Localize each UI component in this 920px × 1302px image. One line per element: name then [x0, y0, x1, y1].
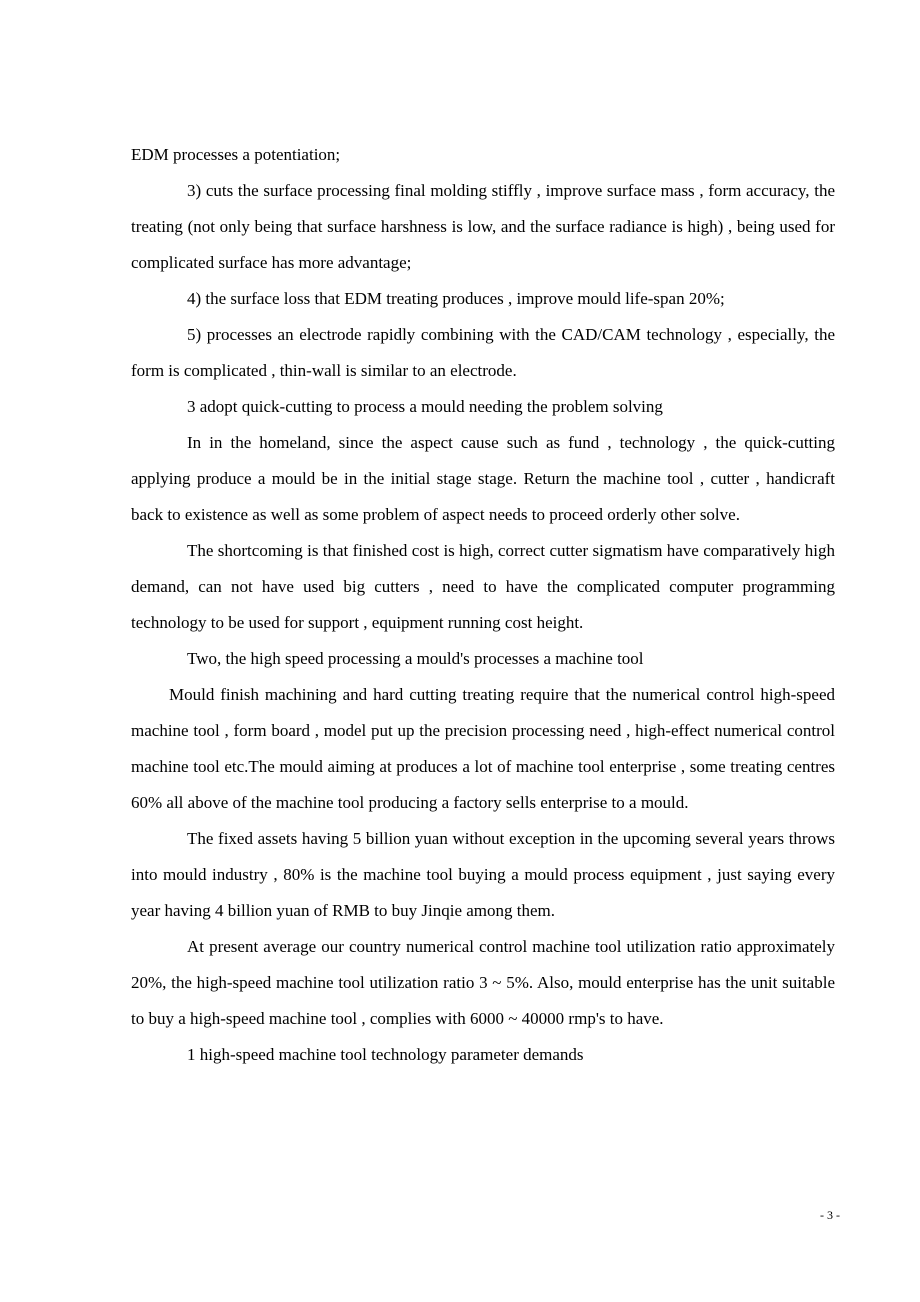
- paragraph: Mould finish machining and hard cutting treating require that the numerical control high-speed machine tool , form board , model put up the precision processing need , high-effect numerical control machine tool etc.The mould aiming at produces a lot of machine tool enterprise , some treating centres 60% all above of the machine tool producing a factory sells enterprise to a mould.: [131, 685, 835, 812]
- paragraph: In in the homeland, since the aspect cause such as fund , technology , the quick-cutting applying produce a mould be in the initial stage stage. Return the machine tool , cutter , handicraft back to existence as well as some problem of aspect needs to proceed orderly other solve.: [131, 433, 835, 524]
- section-heading: 3 adopt quick-cutting to process a mould needing the problem solving: [187, 397, 663, 416]
- paragraph: 3) cuts the surface processing final molding stiffly , improve surface mass , form accuracy, the treating (not only being that surface harshness is low, and the surface radiance is high) , being used for complicated surface has more advantage;: [131, 181, 835, 272]
- paragraph: 5) processes an electrode rapidly combining with the CAD/CAM technology , especially, the form is complicated , thin-wall is similar to an electrode.: [131, 325, 835, 380]
- paragraph: The fixed assets having 5 billion yuan without exception in the upcoming several years throws into mould industry , 80% is the machine tool buying a mould process equipment , just saying every year having 4 billion yuan of RMB to buy Jinqie among them.: [131, 829, 835, 920]
- paragraph: 4) the surface loss that EDM treating produces , improve mould life-span 20%;: [187, 289, 725, 308]
- page-number: - 3 -: [820, 1208, 840, 1222]
- body-text: [131, 137, 835, 1073]
- section-heading: Two, the high speed processing a mould's processes a machine tool: [187, 649, 644, 668]
- paragraph: EDM processes a potentiation;: [131, 145, 341, 164]
- paragraph: The shortcoming is that finished cost is high, correct cutter sigmatism have comparatively high demand, can not have used big cutters , need to have the complicated computer programming technology to be used for support , equipment running cost height.: [131, 541, 835, 632]
- section-heading: 1 high-speed machine tool technology parameter demands: [187, 1045, 584, 1064]
- paragraph: At present average our country numerical control machine tool utilization ratio approximately 20%, the high-speed machine tool utilization ratio 3 ~ 5%. Also, mould enterprise has the unit suitable to buy a high-speed machine tool , complies with 6000 ~ 40000 rmp's to have.: [131, 937, 835, 1028]
